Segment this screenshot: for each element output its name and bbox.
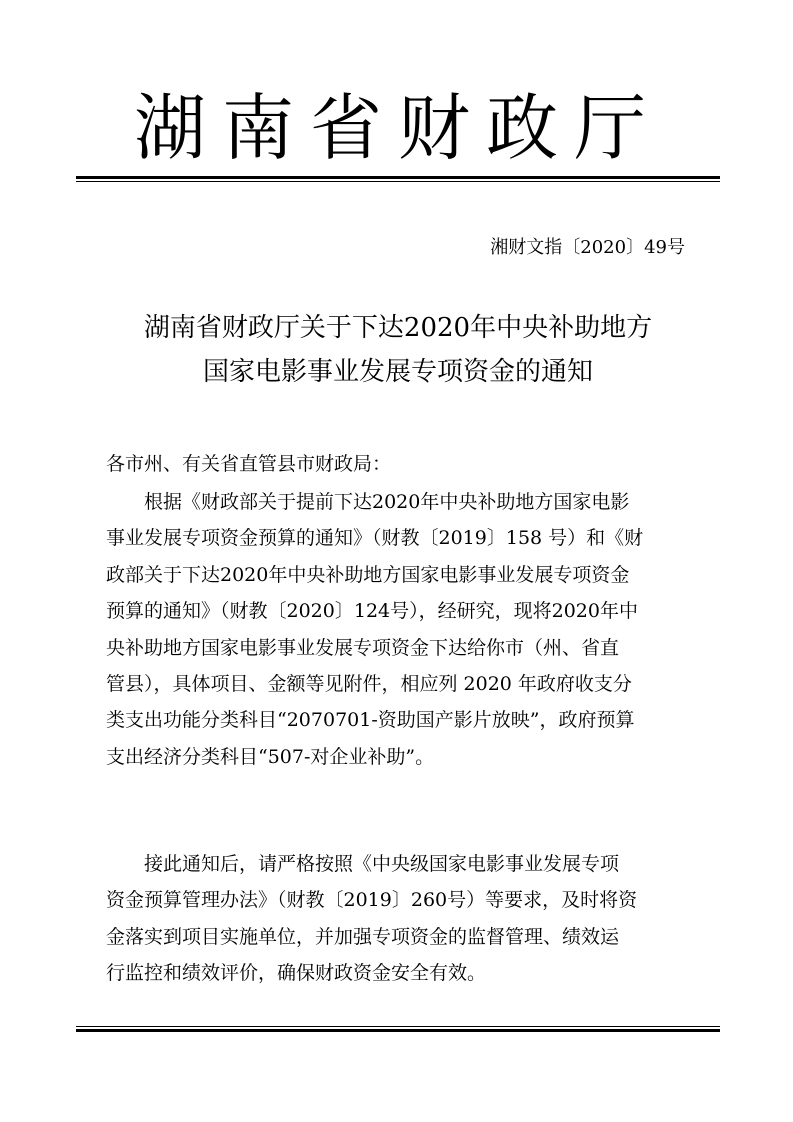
paragraph-line: 央补助地方国家电影事业发展专项资金下达给你市（州、省直 bbox=[106, 636, 620, 659]
paragraph-line: 接此通知后，请严格按照《中央级国家电影事业发展专项 bbox=[144, 853, 620, 875]
salutation: 各市州、有关省直管县市财政局： bbox=[106, 453, 392, 475]
paragraph-line: 金落实到项目实施单位，并加强专项资金的监督管理、绩效运 bbox=[106, 925, 620, 948]
footer-divider-thin-line bbox=[76, 1026, 720, 1027]
paragraph-line: 管县），具体项目、金额等见附件，相应列 2020 年政府收支分 bbox=[106, 673, 632, 696]
body-paragraph-2 bbox=[106, 846, 690, 992]
paragraph-line: 预算的通知》（财教〔2020〕124号），经研究，现将2020年中 bbox=[106, 600, 638, 623]
footer-divider-thick-line bbox=[76, 1029, 720, 1032]
paragraph-line: 资金预算管理办法》（财教〔2019〕260号）等要求，及时将资 bbox=[106, 889, 638, 912]
paragraph-line: 事业发展专项资金预算的通知》（财教〔2019〕158 号）和《财 bbox=[106, 527, 644, 550]
header-divider-thick-line bbox=[76, 176, 720, 179]
paragraph-line: 行监控和绩效评价，确保财政资金安全有效。 bbox=[106, 962, 487, 985]
title-line: 国家电影事业发展专项资金的通知 bbox=[202, 357, 593, 387]
paragraph-line: 支出经济分类科目“507-对企业补助”。 bbox=[106, 745, 435, 768]
body-paragraph-1 bbox=[106, 484, 690, 775]
paragraph-line: 根据《财政部关于提前下达2020年中央补助地方国家电影 bbox=[144, 491, 630, 513]
footer-divider bbox=[76, 1026, 720, 1032]
document-title bbox=[76, 306, 720, 394]
paragraph-line: 类支出功能分类科目“2070701-资助国产影片放映”，政府预算 bbox=[106, 709, 635, 732]
title-line: 湖南省财政厅关于下达2020年中央补助地方 bbox=[143, 313, 653, 343]
document-number: 湘财文指〔2020〕49号 bbox=[490, 237, 685, 258]
paragraph-line: 政部关于下达2020年中央补助地方国家电影事业发展专项资金 bbox=[106, 563, 630, 586]
issuing-authority-header: 湖南省财政厅 bbox=[133, 86, 662, 170]
header-divider bbox=[76, 176, 720, 182]
header-divider-thin-line bbox=[76, 181, 720, 182]
